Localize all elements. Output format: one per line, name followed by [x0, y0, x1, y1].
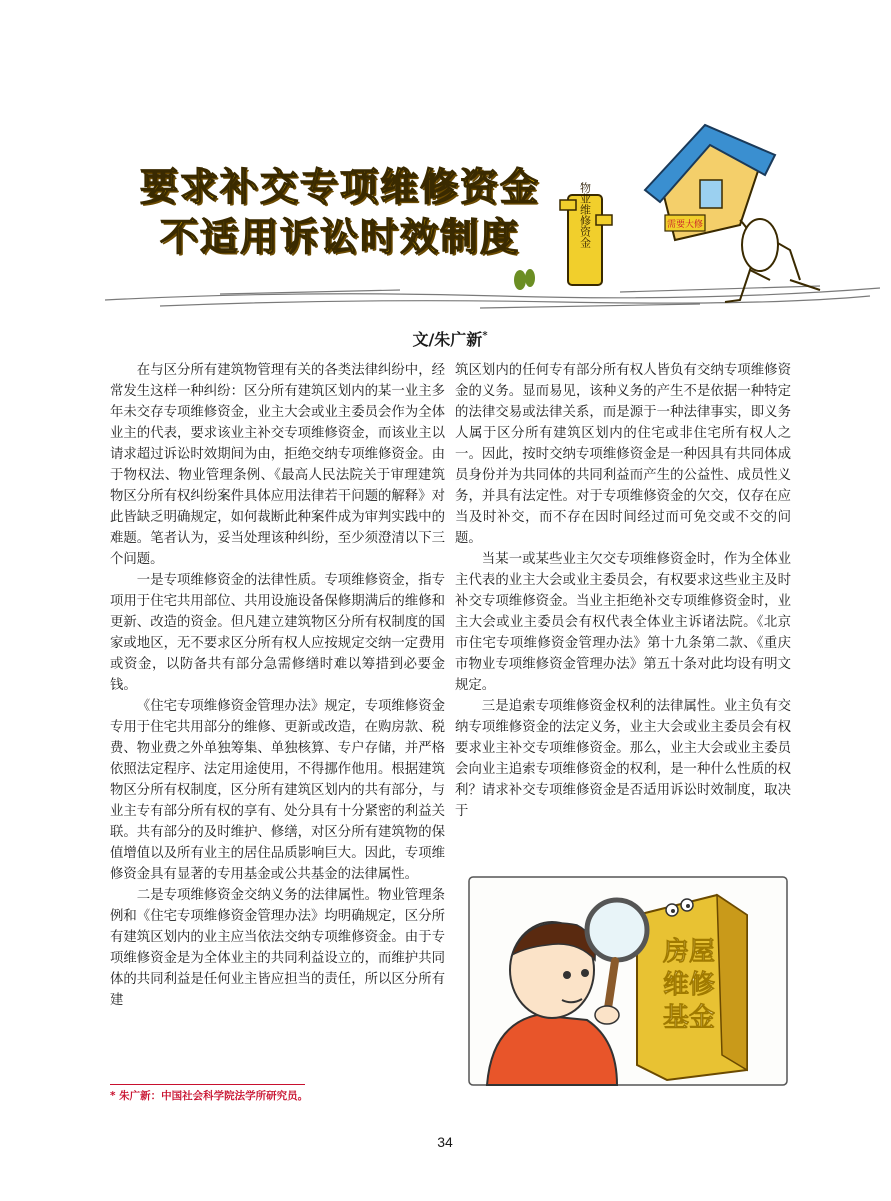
fund-label-2: 维修	[662, 970, 716, 1000]
paragraph: 二是专项维修资金交纳义务的法律属性。物业管理条例和《住宅专项维修资金管理办法》均明确规定，区分所有建筑区划内的业主应当依法交纳专项维修资金。由于专项维修资金是为全体业主的共同利益设立的，而维护共同体的共同利益是任何业主皆应担当的责任，所以区分所有建	[110, 888, 445, 1008]
author-footnote: * 朱广新：中国社会科学院法学所研究员。	[110, 1090, 309, 1102]
man-figure	[725, 219, 820, 302]
author-byline	[330, 327, 570, 350]
title-line-1: 要求补交专项维修资金	[139, 165, 540, 209]
fund-label-1: 房屋	[662, 937, 716, 967]
ground-streaks	[105, 286, 880, 308]
paragraph: 《住宅专项维修资金管理办法》规定，专项维修资金专用于住宅共用部分的维修、更新或改造，在购房款、税费、物业费之外单独筹集、单独核算、专户存储，并严格依照法定程序、法定用途使用，不得挪作他用。根据建筑物区分所有权制度，区分所有建筑区划内的共有部分，与业主专有部分所有权的享有、处分具有十分紧密的利益关联。共有部分的及时维护、修缮，对区分所有建筑物的保值增值以及所有业主的居住品质影响巨大。因此，专项维修资金具有显著的专用基金或公共基金的法律属性。	[110, 699, 445, 882]
footnote-divider	[110, 1084, 305, 1085]
page-number: 34	[437, 1134, 453, 1150]
fund-label-3: 基金	[662, 1003, 716, 1033]
house-sign-label: 需要大修	[666, 220, 704, 230]
body-column-left	[110, 360, 445, 1011]
paragraph-continued: 筑区划内的任何专有部分所有权人皆负有交纳专项维修资金的义务。显而易见，该种义务的产生不是依据一种特定的法律交易或法律关系，而是源于一种法律事实，即义务人属于区分所有建筑区划内的住宅或非住宅所有权人之一。因此，按时交纳专项维修资金是一种因具有共同体成员身份并为共同体的共同利益而产生的公益性、成员性义务，并具有法定性。对于专项维修资金的欠交，仅存在应当及时补交，而不存在因时间经过而可免交或不交的问题。	[455, 363, 791, 546]
article-title	[105, 162, 575, 262]
author-footnote-marker: *	[482, 330, 488, 342]
author-name: 文/朱广新	[412, 330, 483, 349]
paragraph: 三是追索专项维修资金权利的法律属性。业主负有交纳专项维修资金的法定义务，业主大会或业主委员会有权要求业主补交专项维修资金。那么，业主大会或业主委员会向业主追索专项维修资金的权利，是一种什么性质的权利？请求补交专项维修资金是否适用诉讼时效制度，取决于	[455, 699, 791, 819]
fund-illustration	[467, 875, 789, 1087]
plant-icon	[514, 269, 535, 290]
fund-book-icon	[637, 895, 747, 1080]
paragraph: 在与区分所有建筑物管理有关的各类法律纠纷中，经常发生这样一种纠纷：区分所有建筑区划内的某一业主多年未交存专项维修资金，业主大会或业主委员会作为全体业主的代表，要求该业主补交专项维修资金，而该业主以请求超过诉讼时效期间为由，拒绝交纳专项维修资金。由于物权法、物业管理条例、《最高人民法院关于审理建筑物区分所有权纠纷案件具体应用法律若干问题的解释》对此皆缺乏明确规定，如何裁断此种案件成为审判实践中的难题。笔者认为，妥当处理该种纠纷，至少须澄清以下三个问题。	[110, 363, 445, 567]
title-line-2: 不适用诉讼时效制度	[159, 215, 520, 259]
paragraph: 一是专项维修资金的法律性质。专项维修资金，指专项用于住宅共用部位、共用设施设备保修期满后的维修和更新、改造的资金。但凡建立建筑物区分所有权制度的国家或地区，无不要求区分所有权人应按规定交纳一定费用或资金，以防备共有部分急需修缮时难以筹措到必要金钱。	[110, 573, 445, 693]
paragraph: 当某一或某些业主欠交专项维修资金时，作为全体业主代表的业主大会或业主委员会，有权要求这些业主及时补交专项维修资金。当业主拒绝补交专项维修资金时，业主大会或业主委员会有权代表全体业主诉诸法院。《北京市住宅专项维修资金管理办法》第十九条第二款、《重庆市物业专项维修资金管理办法》第五十条对此均设有明文规定。	[455, 552, 791, 693]
body-column-right	[455, 360, 791, 822]
signpost-label: 物业维修资金	[578, 182, 592, 248]
